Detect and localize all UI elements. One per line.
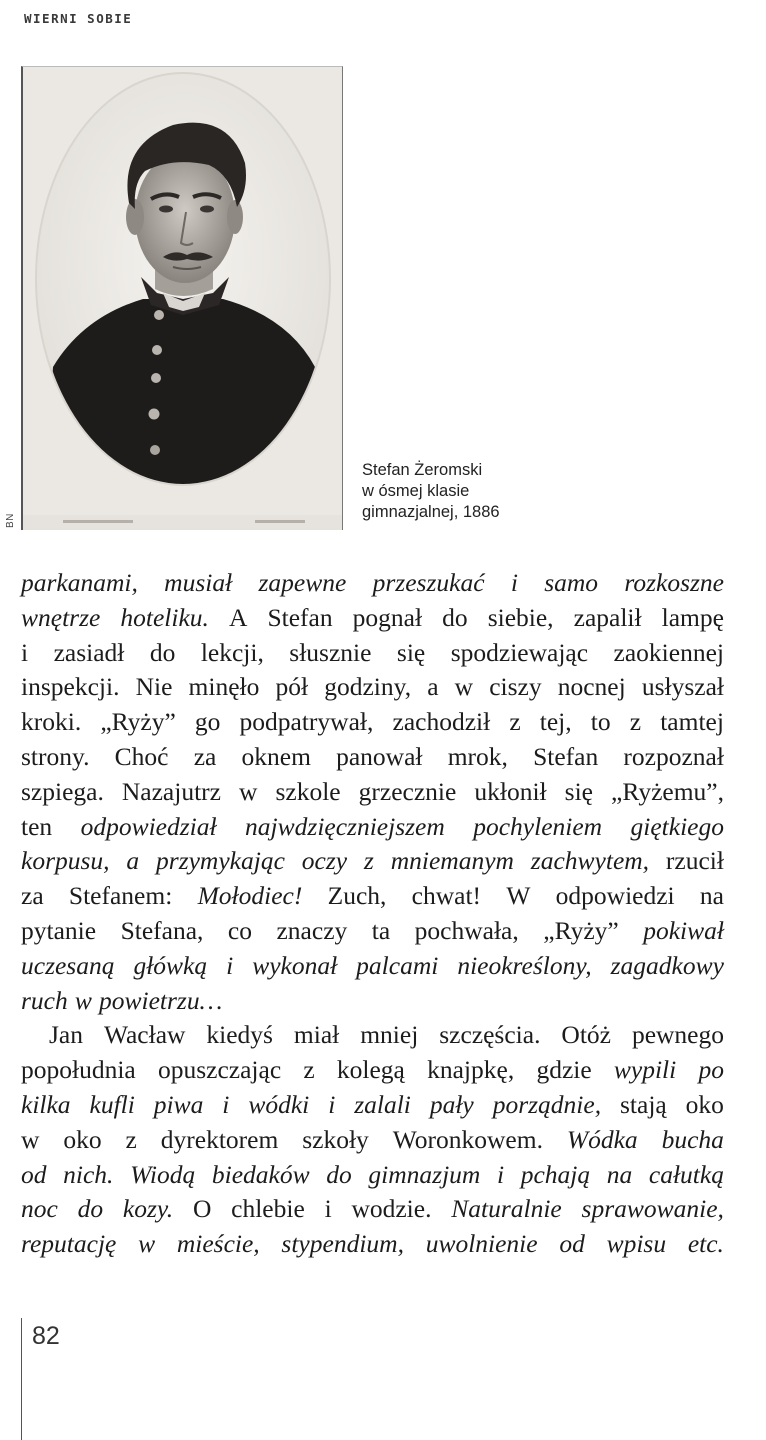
word: spodziewając: [450, 637, 589, 667]
word: Wiodą: [130, 1159, 196, 1189]
text-line: [21, 636, 724, 671]
word: nieokreślony,: [457, 950, 592, 980]
word: wodzie.: [351, 1194, 432, 1224]
text-line: [21, 566, 724, 601]
word: zachodził: [392, 707, 491, 737]
word: uczesaną: [21, 950, 115, 980]
word: od: [21, 1159, 47, 1189]
word: to: [590, 707, 611, 737]
word: w: [21, 1124, 40, 1154]
word: za: [21, 881, 44, 911]
word: co: [227, 915, 252, 945]
word: zachwytem,: [530, 846, 650, 876]
word: pewnego: [631, 1020, 724, 1050]
word: rzucił: [665, 846, 724, 876]
word: usłyszał: [641, 672, 724, 702]
word: pochwała,: [414, 915, 519, 945]
word: hoteliku.: [120, 602, 209, 632]
word: oko: [63, 1124, 102, 1154]
word: i: [328, 1089, 336, 1119]
word: z: [509, 707, 521, 737]
word: kroki.: [21, 707, 82, 737]
body-text: [21, 566, 724, 1262]
word: najwdzięczniejszem: [245, 811, 445, 841]
word: rozkoszne: [624, 568, 724, 597]
word: porządnie,: [492, 1089, 602, 1119]
word: Stefanem:: [68, 881, 173, 911]
text-line: [21, 1158, 724, 1193]
word: i: [226, 950, 234, 980]
word: giętkiego: [630, 811, 724, 841]
word: na: [699, 881, 724, 911]
word: a: [126, 846, 140, 876]
word: powietrzu…: [99, 985, 223, 1015]
text-line: [21, 1227, 724, 1262]
word: miał: [293, 1020, 340, 1050]
word: parkanami,: [21, 568, 138, 597]
text-line: [21, 601, 724, 636]
word: lekcji,: [200, 637, 264, 667]
text-line: [21, 1018, 724, 1053]
word: ciszy: [489, 672, 542, 702]
word: mniemanym: [390, 846, 514, 876]
word: ukłonił: [474, 776, 547, 806]
word: inspekcji.: [21, 672, 120, 702]
text-line: [21, 1192, 724, 1227]
caption-line: gimnazjalnej, 1886: [362, 503, 500, 521]
word: Wacław: [103, 1020, 186, 1050]
word: oknem: [241, 741, 311, 771]
word: grzecznie: [358, 776, 457, 806]
word: ten: [21, 811, 53, 841]
word: główką: [133, 950, 208, 980]
word: rozpoznał: [623, 741, 724, 771]
text-line: [21, 810, 724, 845]
word: gdzie: [536, 1055, 592, 1085]
word: kolegą: [336, 1055, 405, 1085]
text-line: [21, 844, 724, 879]
word: wypili: [613, 1055, 677, 1085]
word: szkole: [275, 776, 341, 806]
word: przymykając: [156, 846, 285, 876]
word: się: [396, 637, 426, 667]
word: Stefana,: [120, 915, 204, 945]
word: tej,: [539, 707, 572, 737]
word: opuszczając: [157, 1055, 282, 1085]
word: oczy: [301, 846, 348, 876]
running-head: WIERNI SOBIE: [24, 11, 133, 26]
word: uwolnienie: [425, 1229, 538, 1259]
text-line: [21, 1088, 724, 1123]
word: się: [564, 776, 593, 806]
text-line: [21, 740, 724, 775]
word: i: [21, 637, 29, 667]
word: Naturalnie: [451, 1194, 562, 1224]
word: do: [149, 637, 176, 667]
word: ruch: [21, 985, 68, 1015]
word: z: [303, 1055, 315, 1085]
word: wódki: [248, 1089, 310, 1119]
word: noc: [21, 1194, 58, 1224]
word: bucha: [661, 1124, 724, 1154]
word: kiedyś: [206, 1020, 273, 1050]
word: a: [427, 672, 439, 702]
word: z: [125, 1124, 137, 1154]
photo-caption: [362, 460, 500, 523]
text-line: [21, 1053, 724, 1088]
word: słusznie: [289, 637, 372, 667]
word: musiał: [164, 568, 233, 597]
word: kufli: [89, 1089, 135, 1119]
text-line: [21, 914, 724, 949]
word: do: [77, 1194, 104, 1224]
word: reputację: [21, 1229, 117, 1259]
word: mrok,: [447, 741, 508, 771]
word: etc.: [687, 1229, 724, 1259]
word: go: [194, 707, 221, 737]
word: szpiega.: [21, 776, 104, 806]
word: zagadkowy: [610, 950, 724, 980]
folio-rule: [21, 1318, 22, 1440]
word: wnętrze: [21, 602, 101, 632]
word: panował: [336, 741, 423, 771]
word: korpusu,: [21, 846, 110, 876]
word: i: [496, 1159, 505, 1189]
word: do: [442, 602, 468, 632]
word: w: [239, 776, 258, 806]
word: nich.: [63, 1159, 114, 1189]
word: chlebie: [231, 1194, 305, 1224]
word: oko: [685, 1089, 724, 1119]
word: A: [228, 602, 248, 632]
word: Nie: [135, 672, 173, 702]
text-line: [21, 670, 724, 705]
word: i: [324, 1194, 332, 1224]
word: kozy.: [122, 1194, 174, 1224]
word: podpatrywał,: [239, 707, 374, 737]
word: samo: [544, 568, 599, 597]
word: od: [559, 1229, 585, 1259]
word: pytanie: [21, 915, 97, 945]
caption-line: w ósmej klasie: [362, 482, 470, 500]
word: Otóż: [561, 1020, 611, 1050]
word: knajpkę,: [427, 1055, 515, 1085]
word: dyrektorem: [160, 1124, 279, 1154]
word: „Ryżemu”,: [611, 776, 724, 806]
word: palcami: [356, 950, 439, 980]
word: znaczy: [276, 915, 348, 945]
word: Nazajutrz: [121, 776, 221, 806]
word: Mołodiec!: [197, 881, 303, 911]
word: i: [510, 568, 518, 597]
word: minęło: [188, 672, 260, 702]
text-line: [21, 775, 724, 810]
word: w: [138, 1229, 156, 1259]
word: zapewne: [258, 568, 347, 597]
word: gimnazjum: [368, 1159, 481, 1189]
word: w: [74, 985, 92, 1015]
word: sprawowanie,: [581, 1194, 724, 1224]
word: stają: [620, 1089, 667, 1119]
word: ta: [371, 915, 391, 945]
caption-line: Stefan Żeromski: [362, 461, 483, 479]
word: szkoły: [302, 1124, 369, 1154]
word: odpowiedzi: [555, 881, 675, 911]
word: pały: [429, 1089, 474, 1119]
text-line: [21, 879, 724, 914]
word: Zuch,: [327, 881, 387, 911]
text-line: [21, 949, 724, 984]
word: W: [506, 881, 531, 911]
word: „Ryży”: [543, 915, 619, 945]
word: popołudnia: [21, 1055, 136, 1085]
word: wpisu: [606, 1229, 667, 1259]
word: Stefan: [267, 602, 333, 632]
word: Stefan: [533, 741, 599, 771]
word: Choć: [114, 741, 169, 771]
text-line: [21, 984, 724, 1019]
word: pognał: [352, 602, 423, 632]
word: strony.: [21, 741, 90, 771]
word: za: [193, 741, 217, 771]
word: szczęścia.: [439, 1020, 541, 1050]
word: wykonał: [252, 950, 338, 980]
word: z: [629, 707, 642, 737]
word: piwa: [153, 1089, 204, 1119]
word: pochyleniem: [473, 811, 603, 841]
word: zaokiennej: [613, 637, 724, 667]
word: pokiwał: [643, 915, 724, 945]
word: Woronkowem.: [392, 1124, 543, 1154]
word: Wódka: [566, 1124, 638, 1154]
word: pchają: [520, 1159, 591, 1189]
word: zalali: [354, 1089, 411, 1119]
word: pół: [275, 672, 309, 702]
word: siebie,: [487, 602, 554, 632]
photo-credit: BN: [5, 513, 16, 528]
text-line: [21, 705, 724, 740]
word: nocnej: [557, 672, 626, 702]
word: całutką: [648, 1159, 724, 1189]
word: mniej: [360, 1020, 419, 1050]
word: kilka: [21, 1089, 71, 1119]
word: chwat!: [411, 881, 482, 911]
word: po: [698, 1055, 724, 1085]
word: z: [363, 846, 374, 876]
word: na: [606, 1159, 633, 1189]
portrait-photo: [21, 66, 343, 530]
word: O: [192, 1194, 212, 1224]
word: Jan: [49, 1020, 83, 1050]
word: odpowiedział: [80, 811, 217, 841]
word: lampę: [661, 602, 724, 632]
word: zasiadł: [53, 637, 125, 667]
word: „Ryży”: [100, 707, 176, 737]
word: i: [222, 1089, 230, 1119]
word: zapalił: [573, 602, 642, 632]
word: w: [454, 672, 474, 702]
word: do: [326, 1159, 352, 1189]
page-number: 82: [32, 1322, 60, 1350]
word: stypendium,: [281, 1229, 404, 1259]
word: mieście,: [176, 1229, 260, 1259]
word: tamtej: [660, 707, 724, 737]
text-line: [21, 1123, 724, 1158]
word: przeszukać: [372, 568, 485, 597]
word: biedaków: [211, 1159, 310, 1189]
word: godziny,: [324, 672, 412, 702]
